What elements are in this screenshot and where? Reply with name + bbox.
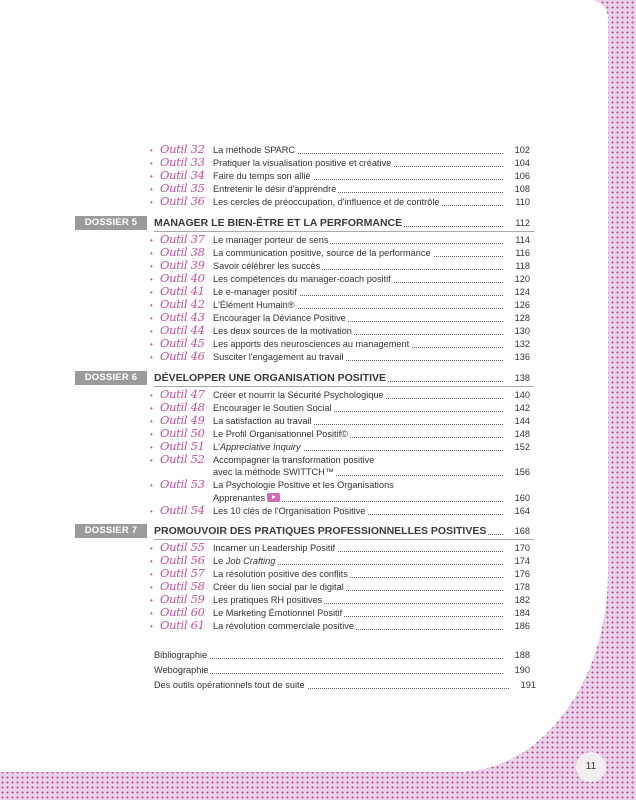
tool-label: Outil 59 (160, 592, 205, 606)
bullet-icon: • (150, 596, 153, 605)
entry-title: Encourager le Soutien Social (213, 403, 332, 413)
bullet-icon: • (150, 430, 153, 439)
bullet-icon: • (150, 570, 153, 579)
tool-label: Outil 54 (160, 503, 205, 517)
entry-page: 140 (514, 390, 530, 400)
toc-entry[interactable] (0, 144, 540, 157)
tool-label: Outil 34 (160, 168, 205, 182)
bullet-icon: • (150, 417, 153, 426)
tool-label: Outil 38 (160, 245, 205, 259)
entry-page: 136 (514, 352, 530, 362)
tool-label: Outil 49 (160, 413, 205, 427)
tool-label: Outil 46 (160, 349, 205, 363)
tool-label: Outil 52 (160, 452, 205, 466)
tool-label: Outil 56 (160, 553, 205, 567)
tool-label: Outil 40 (160, 271, 205, 285)
toc-entry[interactable] (0, 415, 540, 428)
dossier-title: PROMOUVOIR DES PRATIQUES PROFESSIONNELLES POSITIVES (154, 525, 487, 537)
bullet-icon: • (150, 481, 153, 490)
entry-page: 130 (514, 326, 530, 336)
bullet-icon: • (150, 622, 153, 631)
entry-title: Créer et nourrir la Sécurité Psychologique (213, 390, 384, 400)
toc-entry[interactable] (0, 351, 540, 364)
tool-label: Outil 44 (160, 323, 205, 337)
toc-entry[interactable] (0, 234, 540, 247)
entry-page: 174 (514, 556, 530, 566)
entry-title: Le Marketing Émotionnel Positif (213, 608, 343, 618)
dossier-badge: DOSSIER 7 (75, 524, 147, 538)
bullet-icon: • (150, 404, 153, 413)
bullet-icon: • (150, 236, 153, 245)
toc-entry[interactable] (0, 286, 540, 299)
divider (154, 231, 534, 232)
dossier-heading[interactable] (0, 216, 540, 231)
entry-title: Les pratiques RH positives (213, 595, 323, 605)
entry-page: 178 (514, 582, 530, 592)
bullet-icon: • (150, 609, 153, 618)
entry-page: 164 (514, 506, 530, 516)
bullet-icon: • (150, 443, 153, 452)
entry-title-italic: Appreciative Inquiry (219, 442, 301, 452)
entry-title: Créer du lien social par le digital (213, 582, 344, 592)
dossier-page: 112 (515, 218, 530, 228)
divider (154, 539, 534, 540)
entry-page: 142 (514, 403, 530, 413)
toc-entry[interactable] (0, 196, 540, 209)
toc-entry[interactable] (0, 542, 540, 555)
entry-page: 144 (514, 416, 530, 426)
entry-page: 170 (514, 543, 530, 553)
entry-title-italic: Job Crafting (225, 556, 276, 566)
toc-entry[interactable] (0, 170, 540, 183)
bullet-icon: • (150, 456, 153, 465)
entry-page: 152 (514, 442, 530, 452)
toc-entry[interactable] (0, 594, 540, 607)
entry-title: Entretenir le désir d'apprendre (213, 184, 337, 194)
bullet-icon: • (150, 159, 153, 168)
entry-page: 108 (514, 184, 530, 194)
toc-entry[interactable] (0, 620, 540, 633)
tool-label: Outil 33 (160, 155, 205, 169)
video-play-icon (267, 493, 280, 502)
entry-title: Le Profil Organisationnel Positif© (213, 429, 348, 439)
bullet-icon: • (150, 557, 153, 566)
entry-title: Faire du temps son allié (213, 171, 311, 181)
tool-label: Outil 58 (160, 579, 205, 593)
entry-page: 188 (514, 650, 530, 660)
entry-page: 191 (520, 680, 536, 690)
entry-title: Les cercles de préoccupation, d'influence et de contrôle (213, 197, 440, 207)
dossier-badge: DOSSIER 5 (75, 216, 147, 230)
toc-entry-continuation[interactable] (0, 466, 540, 479)
toc-entry[interactable] (0, 568, 540, 581)
entry-page: 132 (514, 339, 530, 349)
entry-page: 186 (514, 621, 530, 631)
entry-title: Incarner un Leadership Positif (213, 543, 336, 553)
bullet-icon: • (150, 172, 153, 181)
toc-entry[interactable] (0, 389, 540, 402)
entry-title: L'Élément Humain® (213, 300, 295, 310)
bullet-icon: • (150, 314, 153, 323)
bullet-icon: • (150, 583, 153, 592)
tool-label: Outil 43 (160, 310, 205, 324)
bullet-icon: • (150, 544, 153, 553)
tool-label: Outil 50 (160, 426, 205, 440)
entry-title: Webographie (154, 665, 209, 675)
toc-entry[interactable] (0, 325, 540, 338)
toc-entry[interactable] (0, 247, 540, 260)
entry-page: 156 (514, 467, 530, 477)
dossier-heading[interactable] (0, 524, 540, 539)
tool-label: Outil 48 (160, 400, 205, 414)
dossier-page: 168 (514, 526, 530, 536)
entry-page: 128 (514, 313, 530, 323)
divider (154, 386, 534, 387)
entry-page: 124 (514, 287, 530, 297)
entry-page: 184 (514, 608, 530, 618)
tool-label: Outil 47 (160, 387, 205, 401)
entry-title: La satisfaction au travail (213, 416, 312, 426)
bullet-icon: • (150, 198, 153, 207)
entry-title: Savoir célébrer les succès (213, 261, 321, 271)
toc-entry[interactable] (0, 312, 540, 325)
entry-title: La Psychologie Positive et les Organisations (213, 480, 394, 490)
entry-title: Les compétences du manager-coach positif (213, 274, 391, 284)
dossier-heading[interactable] (0, 371, 540, 386)
bullet-icon: • (150, 185, 153, 194)
tool-label: Outil 41 (160, 284, 205, 298)
bullet-icon: • (150, 288, 153, 297)
bullet-icon: • (150, 391, 153, 400)
toc-entry[interactable] (0, 555, 540, 568)
tool-label: Outil 51 (160, 439, 205, 453)
entry-title-line2: avec la méthode SWITTCH™ (213, 467, 335, 477)
entry-title: Le manager porteur de sens (213, 235, 329, 245)
toc-entry[interactable] (0, 441, 540, 454)
bullet-icon: • (150, 262, 153, 271)
tool-label: Outil 57 (160, 566, 205, 580)
entry-page: 104 (514, 158, 530, 168)
toc-entry[interactable] (0, 157, 540, 170)
entry-title: Bibliographie (154, 650, 208, 660)
entry-title: Les 10 clés de l'Organisation Positive (213, 506, 366, 516)
entry-page: 116 (515, 248, 530, 258)
entry-title: La résolution positive des conflits (213, 569, 348, 579)
bullet-icon: • (150, 301, 153, 310)
dossier-badge: DOSSIER 6 (75, 371, 147, 385)
toc-entry[interactable] (0, 402, 540, 415)
entry-title: Pratiquer la visualisation positive et créative (213, 158, 392, 168)
tool-label: Outil 39 (160, 258, 205, 272)
tool-label: Outil 37 (160, 232, 205, 246)
toc-entry-webography[interactable] (0, 664, 540, 677)
tool-label: Outil 32 (160, 142, 205, 156)
toc-entry[interactable] (0, 299, 540, 312)
entry-title-line2: Apprenantes (213, 493, 266, 503)
entry-title: Des outils opérationnels tout de suite (154, 680, 305, 690)
entry-page: 190 (514, 665, 530, 675)
entry-title: Accompagner la transformation positive (213, 455, 375, 465)
bullet-icon: • (150, 327, 153, 336)
entry-title: Le e-manager positif (213, 287, 297, 297)
tool-label: Outil 45 (160, 336, 205, 350)
toc-entry-continuation[interactable] (0, 492, 540, 505)
entry-page: 102 (514, 145, 530, 155)
entry-title: La méthode SPARC (213, 145, 296, 155)
entry-title: La communication positive, source de la performance (213, 248, 431, 258)
dossier-title: DÉVELOPPER UNE ORGANISATION POSITIVE (154, 372, 387, 384)
tool-label: Outil 55 (160, 540, 205, 554)
toc-entry[interactable] (0, 260, 540, 273)
entry-page: 182 (514, 595, 530, 605)
entry-page: 160 (514, 493, 530, 503)
toc-entry[interactable] (0, 428, 540, 441)
toc-entry[interactable] (0, 338, 540, 351)
tool-label: Outil 36 (160, 194, 205, 208)
bullet-icon: • (150, 507, 153, 516)
tool-label: Outil 61 (160, 618, 205, 632)
entry-page: 120 (514, 274, 530, 284)
page-number: 11 (576, 752, 606, 782)
tool-label: Outil 60 (160, 605, 205, 619)
entry-page: 118 (515, 261, 530, 271)
tool-label: Outil 35 (160, 181, 205, 195)
dossier-title: MANAGER LE BIEN-ÊTRE ET LA PERFORMANCE (154, 217, 403, 229)
toc-entry[interactable] (0, 479, 540, 492)
entry-page: 176 (514, 569, 530, 579)
bullet-icon: • (150, 146, 153, 155)
entry-page: 106 (514, 171, 530, 181)
tool-label: Outil 42 (160, 297, 205, 311)
entry-title: Susciter l'engagement au travail (213, 352, 344, 362)
tool-label: Outil 53 (160, 477, 205, 491)
bullet-icon: • (150, 275, 153, 284)
entry-page: 110 (515, 197, 530, 207)
entry-page: 126 (514, 300, 530, 310)
entry-title: Les deux sources de la motivation (213, 326, 352, 336)
entry-page: 148 (514, 429, 530, 439)
toc-entry[interactable] (0, 581, 540, 594)
toc-entry[interactable] (0, 183, 540, 196)
bullet-icon: • (150, 249, 153, 258)
entry-title: Les apports des neurosciences au management (213, 339, 410, 349)
entry-title: La révolution commerciale positive (213, 621, 354, 631)
toc-entry[interactable] (0, 607, 540, 620)
bullet-icon: • (150, 340, 153, 349)
toc-entry[interactable] (0, 505, 540, 518)
toc-entry[interactable] (0, 273, 540, 286)
toc-entry-bibliography[interactable] (0, 649, 540, 662)
dossier-page: 138 (514, 373, 530, 383)
toc-entry-operational-tools[interactable] (0, 679, 540, 692)
entry-title-prefix: Le (213, 556, 226, 566)
bullet-icon: • (150, 353, 153, 362)
entry-title-prefix: L' (213, 442, 220, 452)
entry-title: Encourager la Déviance Positive (213, 313, 346, 323)
entry-page: 114 (515, 235, 530, 245)
